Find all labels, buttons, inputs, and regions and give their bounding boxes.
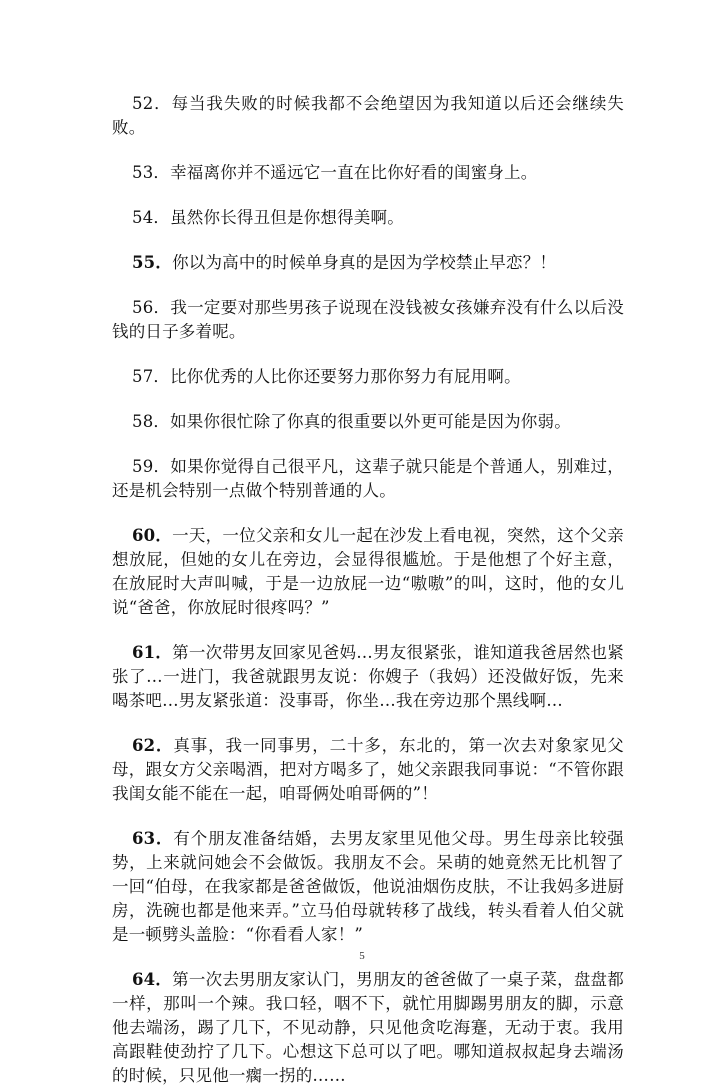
paragraph-number: 61．	[132, 643, 173, 662]
paragraph-text: 有个朋友准备结婚，去男友家里见他父母。男生母亲比较强势，上来就问她会不会做饭。我朋友不会。呆萌的她竟然无比机智了一回“伯母，在我家都是爸爸做饭，他说油烟伤皮肤，不让我妈多进厨房，洗碗也都是他来弄。”立马伯母就转移了战线，转头看着人伯父就是一顿劈头盖脸：“你看看人家！”	[112, 829, 625, 944]
paragraph-63	[112, 827, 624, 947]
paragraph-number: 57．	[132, 367, 171, 386]
paragraph-text: 如果你觉得自己很平凡，这辈子就只能是个普通人，别难过，还是机会特别一点做个特别普通的人。	[112, 457, 624, 500]
paragraph-60	[112, 524, 624, 620]
paragraph-number: 60．	[132, 526, 173, 545]
paragraph-number: 59．	[132, 457, 171, 476]
paragraph-61	[112, 641, 624, 713]
paragraph-58	[112, 410, 624, 434]
paragraph-text: 如果你很忙除了你真的很重要以外更可能是因为你弱。	[170, 412, 571, 431]
paragraph-text: 你以为高中的时候单身真的是因为学校禁止早恋？！	[172, 253, 557, 272]
paragraph-number: 52．	[132, 94, 172, 113]
paragraph-text: 第一次去男朋友家认门，男朋友的爸爸做了一桌子菜，盘盘都一样，那叫一个辣。我口轻，咽不下，就忙用脚踢男朋友的脚，示意他去端汤，踢了几下，不见动静，只见他贪吃海蹇，无动于衷。我用高跟鞋使劲拧了几下。心想这下总可以了吧。哪知道叔叔起身去端汤的时候，只见他一瘸一拐的……	[112, 970, 624, 1085]
paragraph-text: 虽然你长得丑但是你想得美啊。	[170, 208, 404, 227]
paragraph-text: 幸福离你并不遥远它一直在比你好看的闺蜜身上。	[170, 163, 538, 182]
paragraph-number: 53．	[132, 163, 171, 182]
paragraph-55	[112, 251, 624, 275]
paragraph-53	[112, 161, 624, 185]
paragraph-text: 每当我失败的时候我都不会绝望因为我知道以后还会继续失败。	[112, 94, 624, 137]
paragraph-64	[112, 968, 624, 1088]
paragraph-number: 62．	[132, 736, 174, 755]
paragraph-59	[112, 455, 624, 503]
paragraph-number: 54．	[132, 208, 171, 227]
paragraph-62	[112, 734, 624, 806]
paragraph-number: 63．	[132, 829, 174, 848]
paragraph-text: 一天，一位父亲和女儿一起在沙发上看电视，突然，这个父亲想放屁，但她的女儿在旁边，会显得很尴尬。于是他想了个好主意，在放屁时大声叫喊，于是一边放屁一边“嗷嗷”的叫，这时，他的女儿说“爸爸，你放屁时很疼吗？”	[112, 526, 624, 617]
paragraph-number: 58．	[132, 412, 171, 431]
paragraph-text: 我一定要对那些男孩子说现在没钱被女孩嫌弃没有什么以后没钱的日子多着呢。	[112, 298, 624, 341]
paragraph-text: 第一次带男友回家见爸妈…男友很紧张，谁知道我爸居然也紧张了…一进门，我爸就跟男友说：你嫂子（我妈）还没做好饭，先来喝茶吧…男友紧张道：没事哥，你坐…我在旁边那个黑线啊…	[112, 643, 624, 710]
paragraph-number: 55．	[132, 253, 173, 272]
paragraph-text: 比你优秀的人比你还要努力那你努力有屁用啊。	[170, 367, 521, 386]
paragraph-56	[112, 296, 624, 344]
paragraph-number: 64．	[132, 970, 173, 989]
paragraph-52	[112, 92, 624, 140]
paragraph-number: 56．	[132, 298, 171, 317]
paragraph-text: 真事，我一同事男，二十多，东北的，第一次去对象家见父母，跟女方父亲喝酒，把对方喝多了，她父亲跟我同事说：“不管你跟我闺女能不能在一起，咱哥俩处咱哥俩的”！	[112, 736, 625, 803]
paragraph-57	[112, 365, 624, 389]
page-number: 5	[359, 950, 365, 962]
paragraph-54	[112, 206, 624, 230]
